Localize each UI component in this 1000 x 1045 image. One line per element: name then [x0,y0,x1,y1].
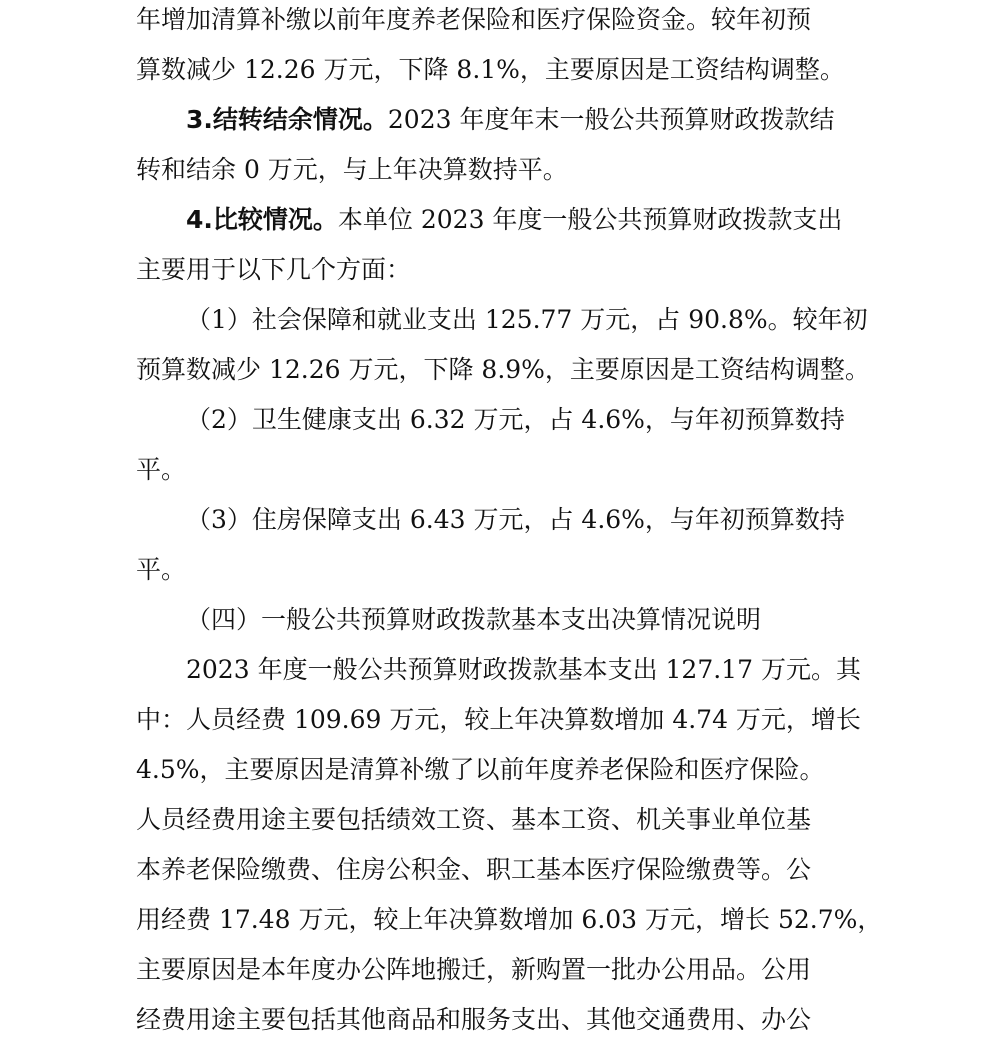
section-title-4: （四）一般公共预算财政拨款基本支出决算情况说明 [186,605,762,634]
text-line-5: 本单位 2023 年度一般公共预算财政拨款支出 [337,205,843,234]
text-line-1: 年增加清算补缴以前年度养老保险和医疗保险资金。较年初预 [136,5,812,34]
section-heading-3: 3.结转结余情况。 [186,105,388,134]
list-item-1-cont: 预算数减少 12.26 万元，下降 8.9%，主要原因是工资结构调整。 [136,355,870,384]
list-item-1: （1）社会保障和就业支出 125.77 万元，占 90.8%。较年初 [186,305,868,334]
paragraph-3 [186,95,876,145]
list-item-2: （2）卫生健康支出 6.32 万元，占 4.6%，与年初预算数持 [186,405,845,434]
list-item-3-cont: 平。 [136,555,187,584]
text-line-3: 2023 年度年末一般公共预算财政拨款结 [387,105,835,134]
text-line-2: 算数减少 12.26 万元，下降 8.1%，主要原因是工资结构调整。 [136,55,845,84]
text-line-10: 人员经费用途主要包括绩效工资、基本工资、机关事业单位基 [136,805,812,834]
section-heading-4: 4.比较情况。 [186,205,338,234]
text-line-9: 4.5%，主要原因是清算补缴了以前年度养老保险和医疗保险。 [136,755,825,784]
text-line-13: 主要原因是本年度办公阵地搬迁，新购置一批办公用品。公用 [136,955,812,984]
text-line-6: 主要用于以下几个方面： [136,255,412,284]
text-line-7: 2023 年度一般公共预算财政拨款基本支出 127.17 万元。其 [186,655,861,684]
text-line-12: 用经费 17.48 万元，较上年决算数增加 6.03 万元，增长 52.7%， [136,905,883,934]
text-line-14: 经费用途主要包括其他商品和服务支出、其他交通费用、办公 [136,1005,812,1034]
text-line-4: 转和结余 0 万元，与上年决算数持平。 [136,155,568,184]
list-item-3: （3）住房保障支出 6.43 万元，占 4.6%，与年初预算数持 [186,505,845,534]
text-line-11: 本养老保险缴费、住房公积金、职工基本医疗保险缴费等。公 [136,855,812,884]
paragraph-4 [186,195,876,245]
text-line-8: 中：人员经费 109.69 万元，较上年决算数增加 4.74 万元，增长 [136,705,861,734]
list-item-2-cont: 平。 [136,455,187,484]
